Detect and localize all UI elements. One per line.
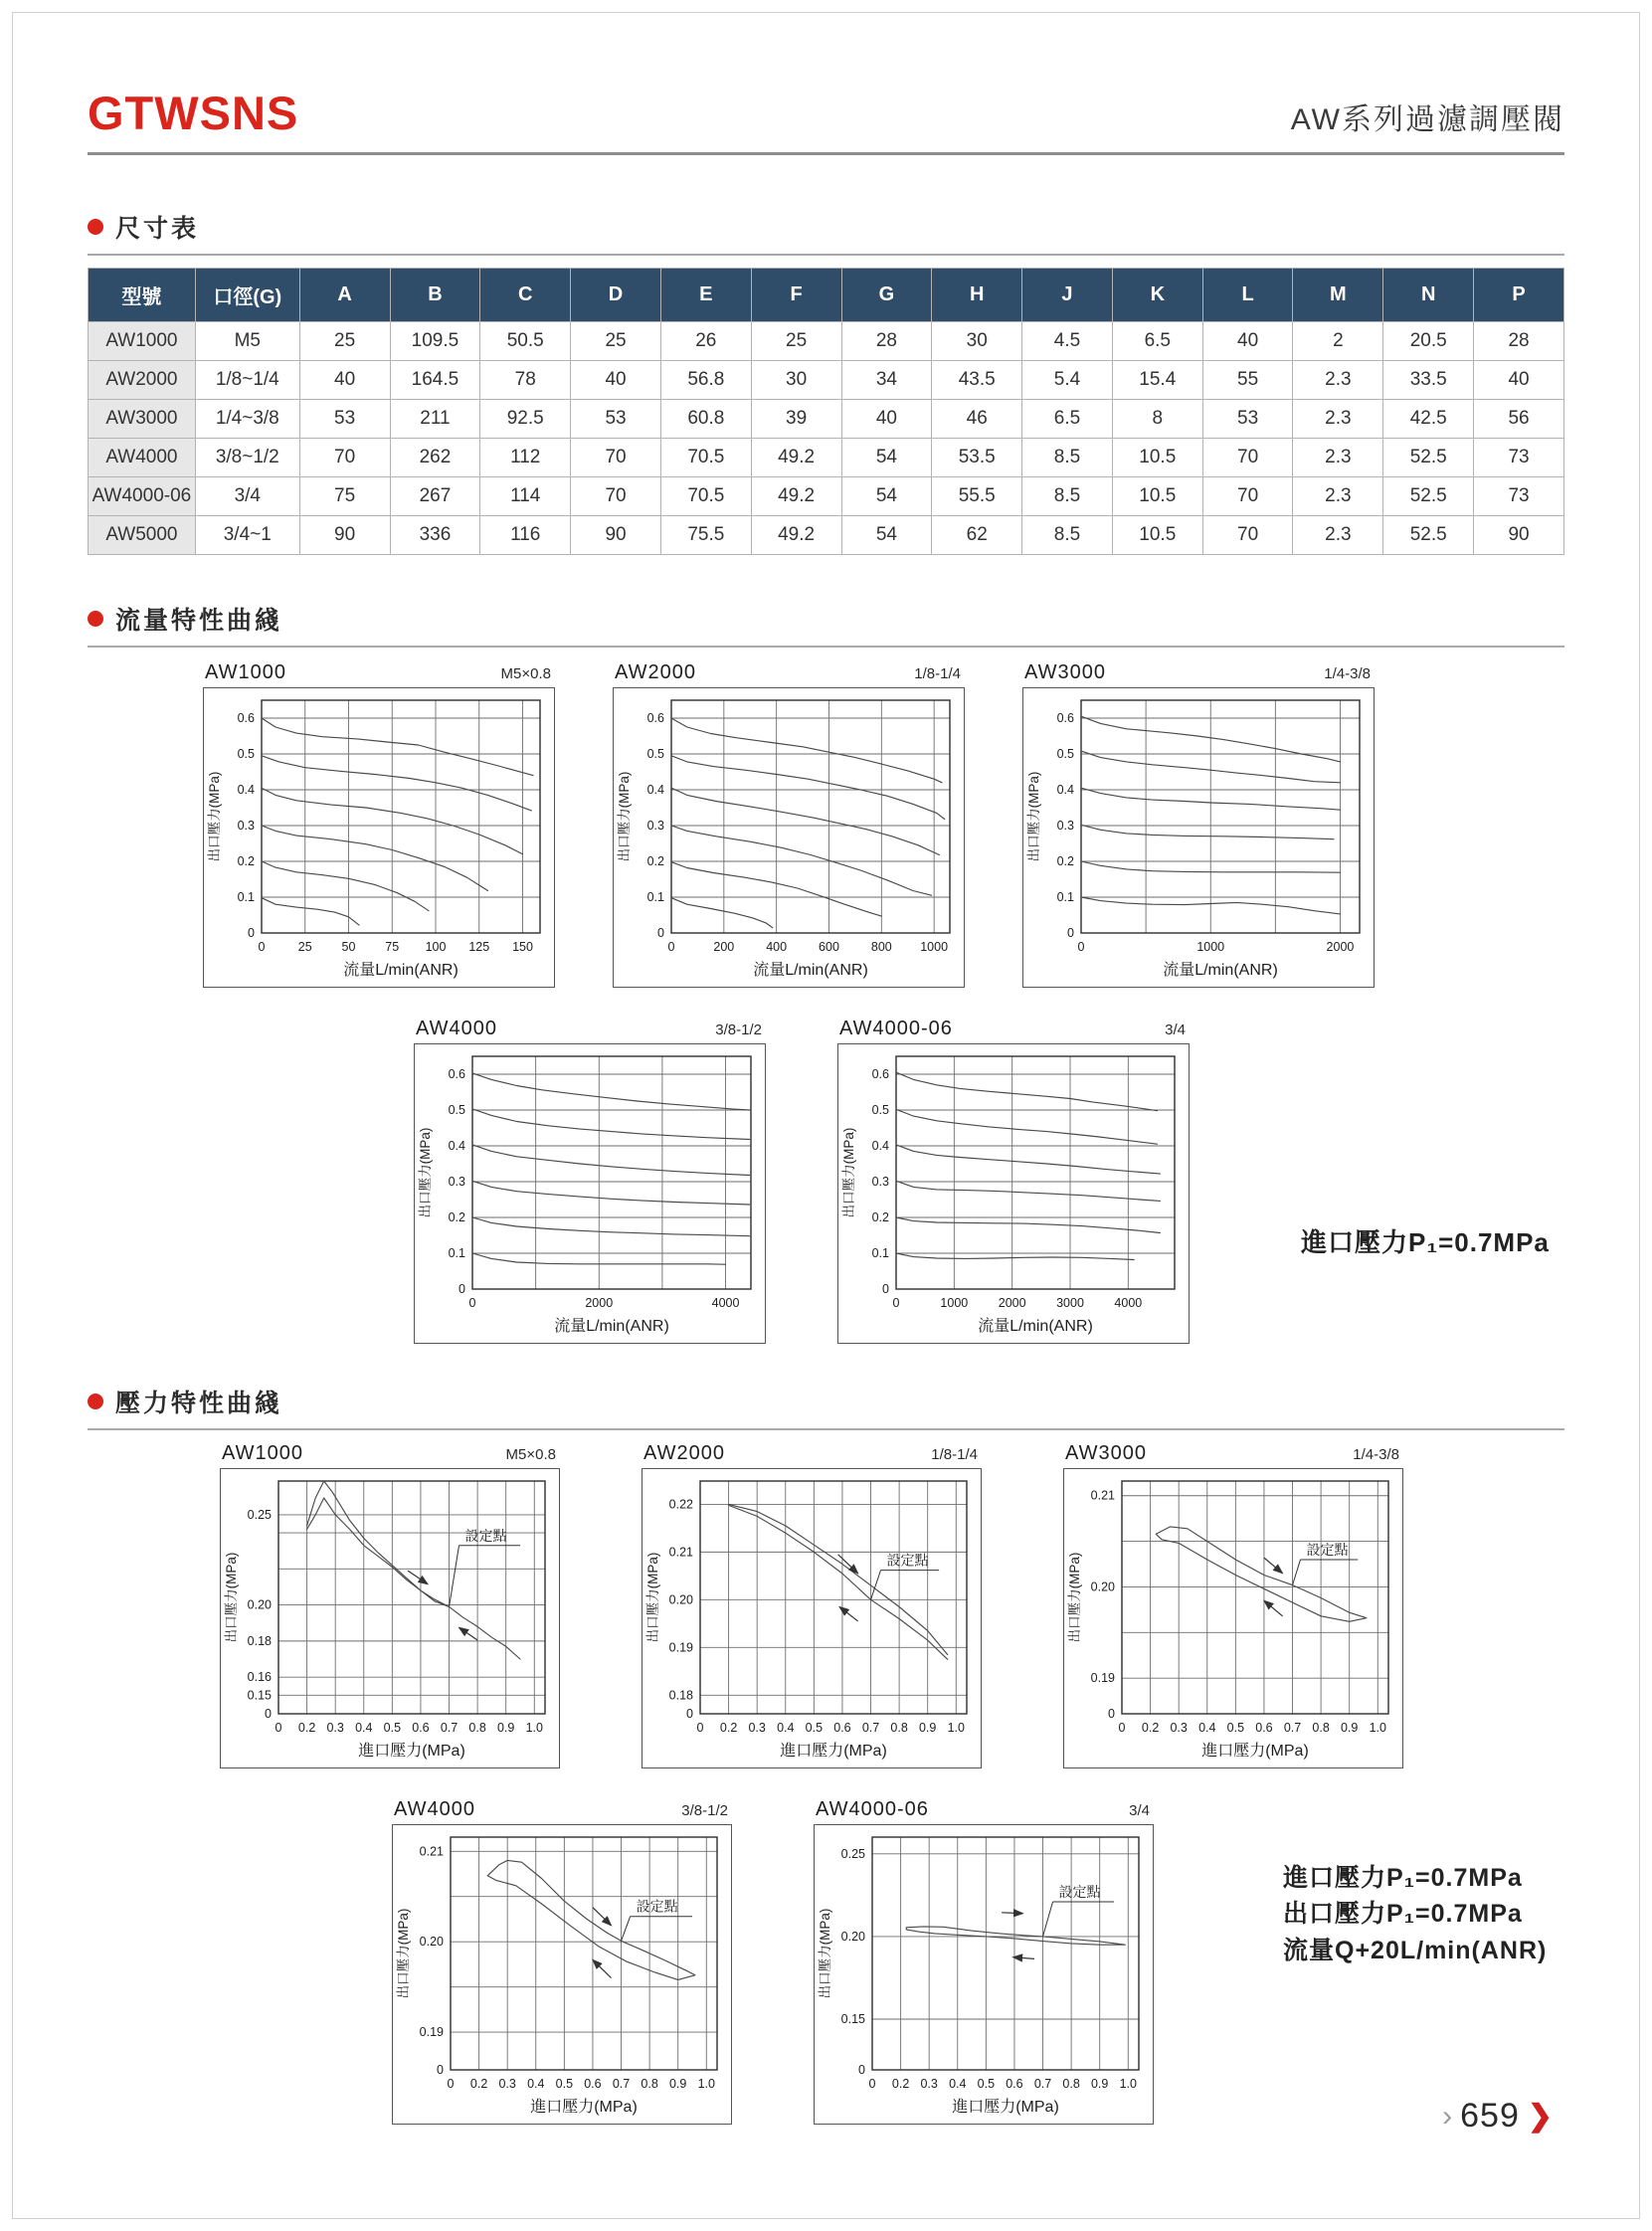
svg-text:0.25: 0.25: [840, 1846, 865, 1861]
svg-text:0.6: 0.6: [584, 2077, 602, 2091]
svg-text:0.2: 0.2: [871, 1210, 889, 1224]
svg-text:0.4: 0.4: [646, 783, 664, 797]
svg-text:出口壓力(MPa): 出口壓力(MPa): [1067, 1552, 1082, 1643]
chart-plot: [220, 1468, 560, 1768]
svg-text:0.2: 0.2: [448, 1210, 465, 1224]
svg-text:0.6: 0.6: [646, 711, 664, 725]
svg-text:0.9: 0.9: [918, 1721, 937, 1735]
svg-text:流量L/min(ANR): 流量L/min(ANR): [343, 962, 459, 979]
svg-text:125: 125: [468, 940, 490, 954]
section-title: 流量特性曲綫: [115, 607, 283, 635]
svg-text:0.5: 0.5: [237, 747, 255, 761]
svg-text:進口壓力(MPa): 進口壓力(MPa): [780, 1743, 887, 1760]
svg-text:800: 800: [870, 940, 892, 954]
svg-text:0.20: 0.20: [419, 1935, 444, 1950]
svg-text:0.5: 0.5: [871, 1103, 889, 1117]
setpoint-label: 設定點: [636, 1898, 678, 1915]
table-column-header: C: [480, 269, 571, 322]
flow-charts-row-1: [76, 661, 1576, 988]
section-head-pressure: [88, 1384, 1564, 1430]
svg-text:0.1: 0.1: [448, 1246, 465, 1260]
chart-title: AW3000: [1024, 661, 1106, 683]
svg-text:0.7: 0.7: [1033, 2077, 1052, 2091]
svg-text:流量L/min(ANR): 流量L/min(ANR): [978, 1318, 1093, 1335]
svg-text:0.6: 0.6: [833, 1721, 851, 1735]
table-column-header: G: [841, 269, 932, 322]
svg-text:0.1: 0.1: [237, 890, 255, 904]
svg-text:0.4: 0.4: [871, 1139, 889, 1153]
chart-port-label: 3/8-1/2: [715, 1022, 762, 1038]
svg-text:75: 75: [385, 940, 400, 954]
flow-chart-aw1000: [203, 661, 555, 988]
row-model-label: AW1000: [89, 322, 196, 361]
svg-text:100: 100: [425, 940, 447, 954]
table-row: AW5000 3/4~1 90 336 116 90 75.5 49.2 54 62 8.5 10.5 70 2.3 52.5 90: [89, 516, 1564, 555]
table-column-header: J: [1022, 269, 1113, 322]
svg-text:0.8: 0.8: [890, 1721, 908, 1735]
svg-text:流量L/min(ANR): 流量L/min(ANR): [1163, 962, 1278, 979]
row-model-label: AW4000-06: [89, 477, 196, 516]
chart-plot: [642, 1468, 982, 1768]
svg-text:0.5: 0.5: [555, 2077, 574, 2091]
svg-text:0: 0: [447, 2077, 455, 2091]
svg-text:0.2: 0.2: [891, 2077, 910, 2091]
svg-text:0.9: 0.9: [1090, 2077, 1109, 2091]
svg-text:0.20: 0.20: [840, 1929, 865, 1944]
svg-text:0.7: 0.7: [861, 1721, 880, 1735]
chart-plot: [414, 1043, 766, 1344]
svg-text:1.0: 1.0: [697, 2077, 715, 2091]
setpoint-label: 設定點: [1058, 1884, 1101, 1901]
svg-text:0.3: 0.3: [448, 1175, 465, 1189]
pressure-charts-row-2: [76, 1798, 1576, 2125]
flow-chart-aw2000: [613, 661, 965, 988]
chart-plot: [837, 1043, 1190, 1344]
svg-text:0.2: 0.2: [719, 1721, 738, 1735]
section-title: 尺寸表: [115, 215, 200, 243]
svg-text:0: 0: [696, 1721, 704, 1735]
svg-text:600: 600: [819, 940, 839, 954]
section-dimensions: [76, 209, 1576, 555]
table-column-header: B: [390, 269, 480, 322]
svg-text:0.18: 0.18: [247, 1633, 272, 1648]
svg-text:25: 25: [297, 940, 312, 954]
note-line: 進口壓力P₁=0.7MPa: [1283, 1864, 1523, 1892]
table-column-header: N: [1383, 269, 1474, 322]
chart-port-label: 1/8-1/4: [914, 665, 961, 682]
svg-text:0: 0: [248, 926, 255, 940]
table-column-header: E: [660, 269, 751, 322]
svg-text:0.3: 0.3: [498, 2077, 516, 2091]
svg-text:0.5: 0.5: [1226, 1721, 1245, 1735]
svg-text:出口壓力(MPa): 出口壓力(MPa): [224, 1552, 239, 1643]
svg-text:0.5: 0.5: [448, 1103, 465, 1117]
row-model-label: AW5000: [89, 516, 196, 555]
svg-text:0.1: 0.1: [1056, 890, 1074, 904]
svg-text:0.7: 0.7: [612, 2077, 631, 2091]
svg-text:0.2: 0.2: [237, 854, 255, 868]
svg-text:2000: 2000: [585, 1296, 614, 1310]
svg-text:0: 0: [459, 1282, 465, 1296]
table-column-header: P: [1474, 269, 1564, 322]
table-row: AW4000 3/8~1/2 70 262 112 70 70.5 49.2 54 53.5 8.5 10.5 70 2.3 52.5 73: [89, 439, 1564, 477]
red-bullet-icon: [88, 1394, 103, 1409]
svg-text:2000: 2000: [998, 1296, 1026, 1310]
svg-text:0: 0: [258, 940, 266, 954]
svg-text:200: 200: [713, 940, 735, 954]
section-head-flow: [88, 601, 1564, 648]
svg-text:0.15: 0.15: [840, 2011, 865, 2026]
svg-text:0.21: 0.21: [1090, 1488, 1115, 1503]
chart-title: AW4000: [416, 1018, 497, 1039]
page-header: [88, 0, 1564, 155]
svg-text:0.5: 0.5: [977, 2077, 996, 2091]
chart-plot: [203, 687, 555, 988]
svg-text:0: 0: [468, 1296, 476, 1310]
svg-text:0.19: 0.19: [419, 2025, 444, 2040]
chart-port-label: 1/8-1/4: [931, 1446, 978, 1463]
svg-text:0.3: 0.3: [1056, 819, 1074, 833]
svg-text:0.8: 0.8: [1062, 2077, 1080, 2091]
svg-text:出口壓力(MPa): 出口壓力(MPa): [418, 1127, 433, 1218]
table-row: AW4000-06 3/4 75 267 114 70 70.5 49.2 54 55.5 8.5 10.5 70 2.3 52.5 73: [89, 477, 1564, 516]
svg-text:0.20: 0.20: [668, 1592, 693, 1607]
svg-text:0.7: 0.7: [1283, 1721, 1302, 1735]
svg-text:0.9: 0.9: [1340, 1721, 1359, 1735]
svg-text:0.2: 0.2: [1141, 1721, 1160, 1735]
svg-text:0: 0: [686, 1707, 693, 1721]
svg-text:0.20: 0.20: [1090, 1580, 1115, 1594]
chart-port-label: M5×0.8: [500, 665, 551, 682]
svg-text:出口壓力(MPa): 出口壓力(MPa): [207, 771, 222, 862]
svg-text:0.8: 0.8: [468, 1721, 486, 1735]
svg-text:0.5: 0.5: [805, 1721, 824, 1735]
svg-text:0.9: 0.9: [496, 1721, 515, 1735]
table-column-header: F: [751, 269, 841, 322]
svg-text:0.21: 0.21: [668, 1545, 693, 1560]
pressure-chart-aw2000: [642, 1442, 982, 1768]
svg-text:0.5: 0.5: [646, 747, 664, 761]
flow-chart-aw4000: [414, 1018, 766, 1344]
svg-text:0.6: 0.6: [1056, 711, 1074, 725]
page-number: 659: [1460, 2097, 1520, 2135]
flow-chart-aw4000-06: [837, 1018, 1190, 1344]
table-column-header: A: [299, 269, 390, 322]
chart-title: AW2000: [643, 1442, 725, 1464]
svg-text:0.3: 0.3: [920, 2077, 938, 2091]
pressure-chart-aw3000: [1063, 1442, 1403, 1768]
table-column-header: L: [1202, 269, 1293, 322]
svg-text:0: 0: [1118, 1721, 1126, 1735]
section-title: 壓力特性曲綫: [115, 1390, 283, 1417]
svg-text:0.2: 0.2: [1056, 854, 1074, 868]
red-bullet-icon: [88, 611, 103, 627]
svg-text:0.8: 0.8: [641, 2077, 658, 2091]
table-column-header: K: [1112, 269, 1202, 322]
svg-text:0.4: 0.4: [448, 1139, 465, 1153]
note-line: 流量Q+20L/min(ANR): [1283, 1936, 1548, 1964]
svg-text:0.4: 0.4: [1198, 1721, 1216, 1735]
svg-text:0.7: 0.7: [440, 1721, 459, 1735]
svg-text:流量L/min(ANR): 流量L/min(ANR): [753, 962, 868, 979]
pressure-chart-aw1000: [220, 1442, 560, 1768]
chart-plot: [613, 687, 965, 988]
svg-text:0.16: 0.16: [247, 1670, 272, 1685]
svg-text:0: 0: [437, 2063, 444, 2077]
chart-port-label: 1/4-3/8: [1353, 1446, 1399, 1463]
svg-text:流量L/min(ANR): 流量L/min(ANR): [554, 1318, 669, 1335]
svg-text:出口壓力(MPa): 出口壓力(MPa): [818, 1908, 832, 1999]
chevron-right-icon: ›: [1442, 2099, 1453, 2133]
svg-text:0: 0: [667, 940, 675, 954]
svg-text:進口壓力(MPa): 進口壓力(MPa): [530, 2099, 638, 2116]
svg-text:0.3: 0.3: [748, 1721, 766, 1735]
svg-text:1.0: 1.0: [525, 1721, 543, 1735]
table-column-header: M: [1293, 269, 1383, 322]
setpoint-label: 設定點: [886, 1552, 929, 1569]
red-bullet-icon: [88, 219, 103, 235]
chart-title: AW2000: [615, 661, 696, 683]
chart-title: AW4000-06: [816, 1798, 929, 1820]
svg-text:進口壓力(MPa): 進口壓力(MPa): [952, 2099, 1059, 2116]
svg-text:1000: 1000: [920, 940, 949, 954]
svg-text:0.21: 0.21: [419, 1844, 444, 1859]
setpoint-label: 設定點: [1306, 1541, 1349, 1558]
svg-text:0.2: 0.2: [297, 1721, 316, 1735]
svg-text:2000: 2000: [1326, 940, 1355, 954]
svg-text:0: 0: [1067, 926, 1074, 940]
svg-text:0: 0: [265, 1707, 272, 1721]
svg-text:0.3: 0.3: [326, 1721, 344, 1735]
svg-text:進口壓力(MPa): 進口壓力(MPa): [1201, 1743, 1309, 1760]
page-title: AW系列過濾調壓閥: [1290, 103, 1564, 136]
chevron-right-icon-red: ❯: [1527, 2099, 1553, 2133]
chart-port-label: 1/4-3/8: [1324, 665, 1371, 682]
svg-text:0: 0: [892, 1296, 900, 1310]
table-row: AW1000 M5 25 109.5 50.5 25 26 25 28 30 4.5 6.5 40 2 20.5 28: [89, 322, 1564, 361]
chart-port-label: M5×0.8: [505, 1446, 556, 1463]
flow-chart-aw3000: [1022, 661, 1375, 988]
svg-text:0: 0: [1077, 940, 1085, 954]
svg-text:0.6: 0.6: [871, 1067, 889, 1081]
svg-text:1000: 1000: [1196, 940, 1225, 954]
chart-title: AW3000: [1065, 1442, 1147, 1464]
chart-title: AW4000-06: [839, 1018, 953, 1039]
chart-port-label: 3/4: [1165, 1022, 1186, 1038]
dimension-table: [88, 268, 1564, 555]
section-flow-curves: [76, 601, 1576, 1344]
pressure-chart-aw4000: [392, 1798, 732, 2125]
row-model-label: AW2000: [89, 361, 196, 400]
table-column-header: H: [932, 269, 1022, 322]
svg-text:0.6: 0.6: [237, 711, 255, 725]
svg-text:0.19: 0.19: [668, 1640, 693, 1655]
chart-plot: [392, 1824, 732, 2125]
svg-text:出口壓力(MPa): 出口壓力(MPa): [1026, 771, 1041, 862]
svg-text:0.2: 0.2: [469, 2077, 488, 2091]
svg-text:0: 0: [657, 926, 664, 940]
svg-text:0.5: 0.5: [1056, 747, 1074, 761]
table-column-header: 口徑(G): [195, 269, 299, 322]
svg-text:0.6: 0.6: [412, 1721, 430, 1735]
svg-text:0.4: 0.4: [949, 2077, 967, 2091]
svg-text:0.4: 0.4: [777, 1721, 795, 1735]
svg-text:0.25: 0.25: [247, 1507, 272, 1522]
svg-text:0: 0: [858, 2063, 865, 2077]
flow-charts-row-2: [76, 1018, 1576, 1344]
chart-port-label: 3/4: [1129, 1802, 1150, 1819]
svg-text:出口壓力(MPa): 出口壓力(MPa): [645, 1552, 660, 1643]
svg-text:50: 50: [341, 940, 356, 954]
svg-text:1.0: 1.0: [947, 1721, 965, 1735]
section-pressure-curves: [76, 1384, 1576, 2125]
page-footer: [1442, 2097, 1553, 2136]
pressure-charts-row-1: [76, 1442, 1576, 1768]
svg-text:0.20: 0.20: [247, 1597, 272, 1612]
svg-text:4000: 4000: [1114, 1296, 1143, 1310]
chart-port-label: 3/8-1/2: [681, 1802, 728, 1819]
chart-title: AW1000: [222, 1442, 303, 1464]
svg-text:0.19: 0.19: [1090, 1671, 1115, 1686]
svg-text:進口壓力(MPa): 進口壓力(MPa): [358, 1743, 465, 1760]
pressure-chart-aw4000-06: [814, 1798, 1154, 2125]
brand-logo: GTWSNS: [88, 87, 299, 139]
svg-text:0.4: 0.4: [1056, 783, 1074, 797]
svg-text:0.18: 0.18: [668, 1688, 693, 1703]
svg-text:3000: 3000: [1056, 1296, 1084, 1310]
chart-plot: [1022, 687, 1375, 988]
svg-text:0.1: 0.1: [646, 890, 664, 904]
chart-title: AW1000: [205, 661, 286, 683]
svg-text:0.6: 0.6: [1006, 2077, 1023, 2091]
svg-text:0.3: 0.3: [871, 1175, 889, 1189]
table-row: AW2000 1/8~1/4 40 164.5 78 40 56.8 30 34 43.5 5.4 15.4 55 2.3 33.5 40: [89, 361, 1564, 400]
svg-text:400: 400: [766, 940, 788, 954]
table-row: AW3000 1/4~3/8 53 211 92.5 53 60.8 39 40 46 6.5 8 53 2.3 42.5 56: [89, 400, 1564, 439]
table-column-header: D: [571, 269, 661, 322]
chart-plot: [814, 1824, 1154, 2125]
svg-text:150: 150: [512, 940, 533, 954]
svg-text:0.9: 0.9: [668, 2077, 687, 2091]
svg-text:出口壓力(MPa): 出口壓力(MPa): [396, 1908, 411, 1999]
svg-text:1000: 1000: [940, 1296, 969, 1310]
svg-text:0: 0: [1108, 1707, 1115, 1721]
svg-text:出口壓力(MPa): 出口壓力(MPa): [617, 771, 632, 862]
svg-text:0.4: 0.4: [355, 1721, 373, 1735]
svg-text:4000: 4000: [711, 1296, 740, 1310]
pressure-test-conditions-note: [1283, 1860, 1547, 1968]
svg-text:0.5: 0.5: [383, 1721, 402, 1735]
svg-text:0.2: 0.2: [646, 854, 664, 868]
svg-text:0.6: 0.6: [1255, 1721, 1273, 1735]
chart-plot: [1063, 1468, 1403, 1768]
svg-text:出口壓力(MPa): 出口壓力(MPa): [841, 1127, 856, 1218]
svg-text:1.0: 1.0: [1119, 2077, 1137, 2091]
svg-text:0.1: 0.1: [871, 1246, 889, 1260]
section-head-dimensions: [88, 209, 1564, 256]
svg-text:0.3: 0.3: [237, 819, 255, 833]
row-model-label: AW4000: [89, 439, 196, 477]
svg-text:0.6: 0.6: [448, 1067, 465, 1081]
svg-text:0.3: 0.3: [1170, 1721, 1188, 1735]
svg-text:0.4: 0.4: [237, 783, 255, 797]
svg-text:0.3: 0.3: [646, 819, 664, 833]
svg-text:0.15: 0.15: [247, 1688, 272, 1703]
chart-title: AW4000: [394, 1798, 475, 1820]
svg-text:0: 0: [275, 1721, 282, 1735]
svg-text:0: 0: [868, 2077, 876, 2091]
svg-text:1.0: 1.0: [1369, 1721, 1386, 1735]
table-column-header: 型號: [89, 269, 196, 322]
svg-text:0: 0: [882, 1282, 889, 1296]
row-model-label: AW3000: [89, 400, 196, 439]
svg-text:0.4: 0.4: [527, 2077, 545, 2091]
svg-text:0.22: 0.22: [668, 1497, 693, 1512]
note-line: 出口壓力P₁=0.7MPa: [1283, 1900, 1523, 1929]
flow-inlet-pressure-note: 進口壓力P₁=0.7MPa: [1301, 1226, 1550, 1257]
svg-text:0.8: 0.8: [1312, 1721, 1330, 1735]
setpoint-label: 設定點: [464, 1527, 507, 1544]
